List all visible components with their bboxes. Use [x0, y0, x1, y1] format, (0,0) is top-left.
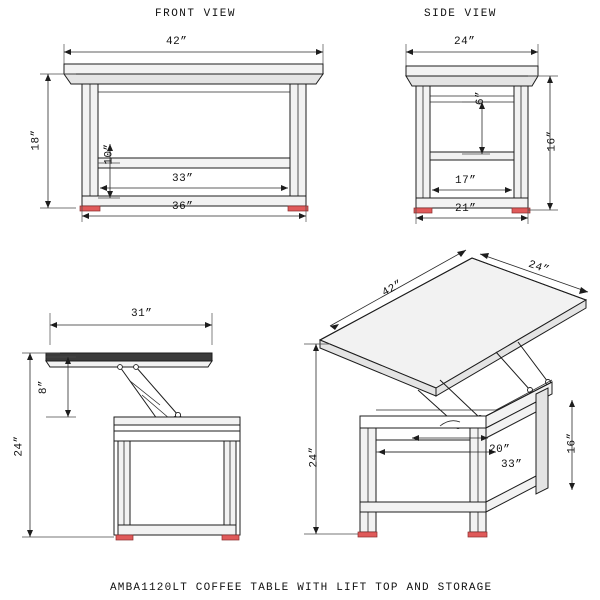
lift-dim-rise: 8”: [38, 379, 51, 395]
drawing-caption: AMBA1120LT COFFEE TABLE WITH LIFT TOP AND STORAGE: [110, 582, 493, 594]
front-dim-base-width: 36”: [172, 201, 194, 213]
side-view-title: SIDE VIEW: [424, 8, 497, 20]
side-dim-base-depth: 21”: [455, 203, 477, 215]
front-dim-top-width: 42”: [166, 36, 188, 48]
lift-dim-top-width: 31”: [131, 308, 153, 320]
front-dim-stretcher-height: 10”: [103, 143, 116, 165]
iso-dim-top-depth: 24”: [526, 258, 551, 278]
lift-mechanism-drawing: [10, 295, 290, 595]
front-view-drawing: [20, 26, 340, 256]
side-dim-height: 16”: [546, 130, 559, 152]
side-dim-top-depth: 24”: [454, 36, 476, 48]
iso-dim-top-width: 42”: [380, 278, 405, 300]
front-view-title: FRONT VIEW: [155, 8, 237, 20]
iso-dim-inner-width: 20”: [489, 444, 511, 456]
side-dim-shelf-height: 6”: [475, 90, 488, 106]
side-view-drawing: [372, 26, 572, 256]
iso-dim-side-height: 16”: [566, 432, 579, 454]
isometric-view-drawing: [290, 240, 600, 550]
lift-dim-height: 24”: [13, 435, 26, 457]
front-dim-height: 18”: [30, 129, 43, 151]
side-dim-inner-depth: 17”: [455, 175, 477, 187]
iso-dim-base-width: 33”: [501, 459, 523, 471]
iso-dim-height: 24”: [308, 446, 321, 468]
front-dim-inner-width: 33”: [172, 173, 194, 185]
